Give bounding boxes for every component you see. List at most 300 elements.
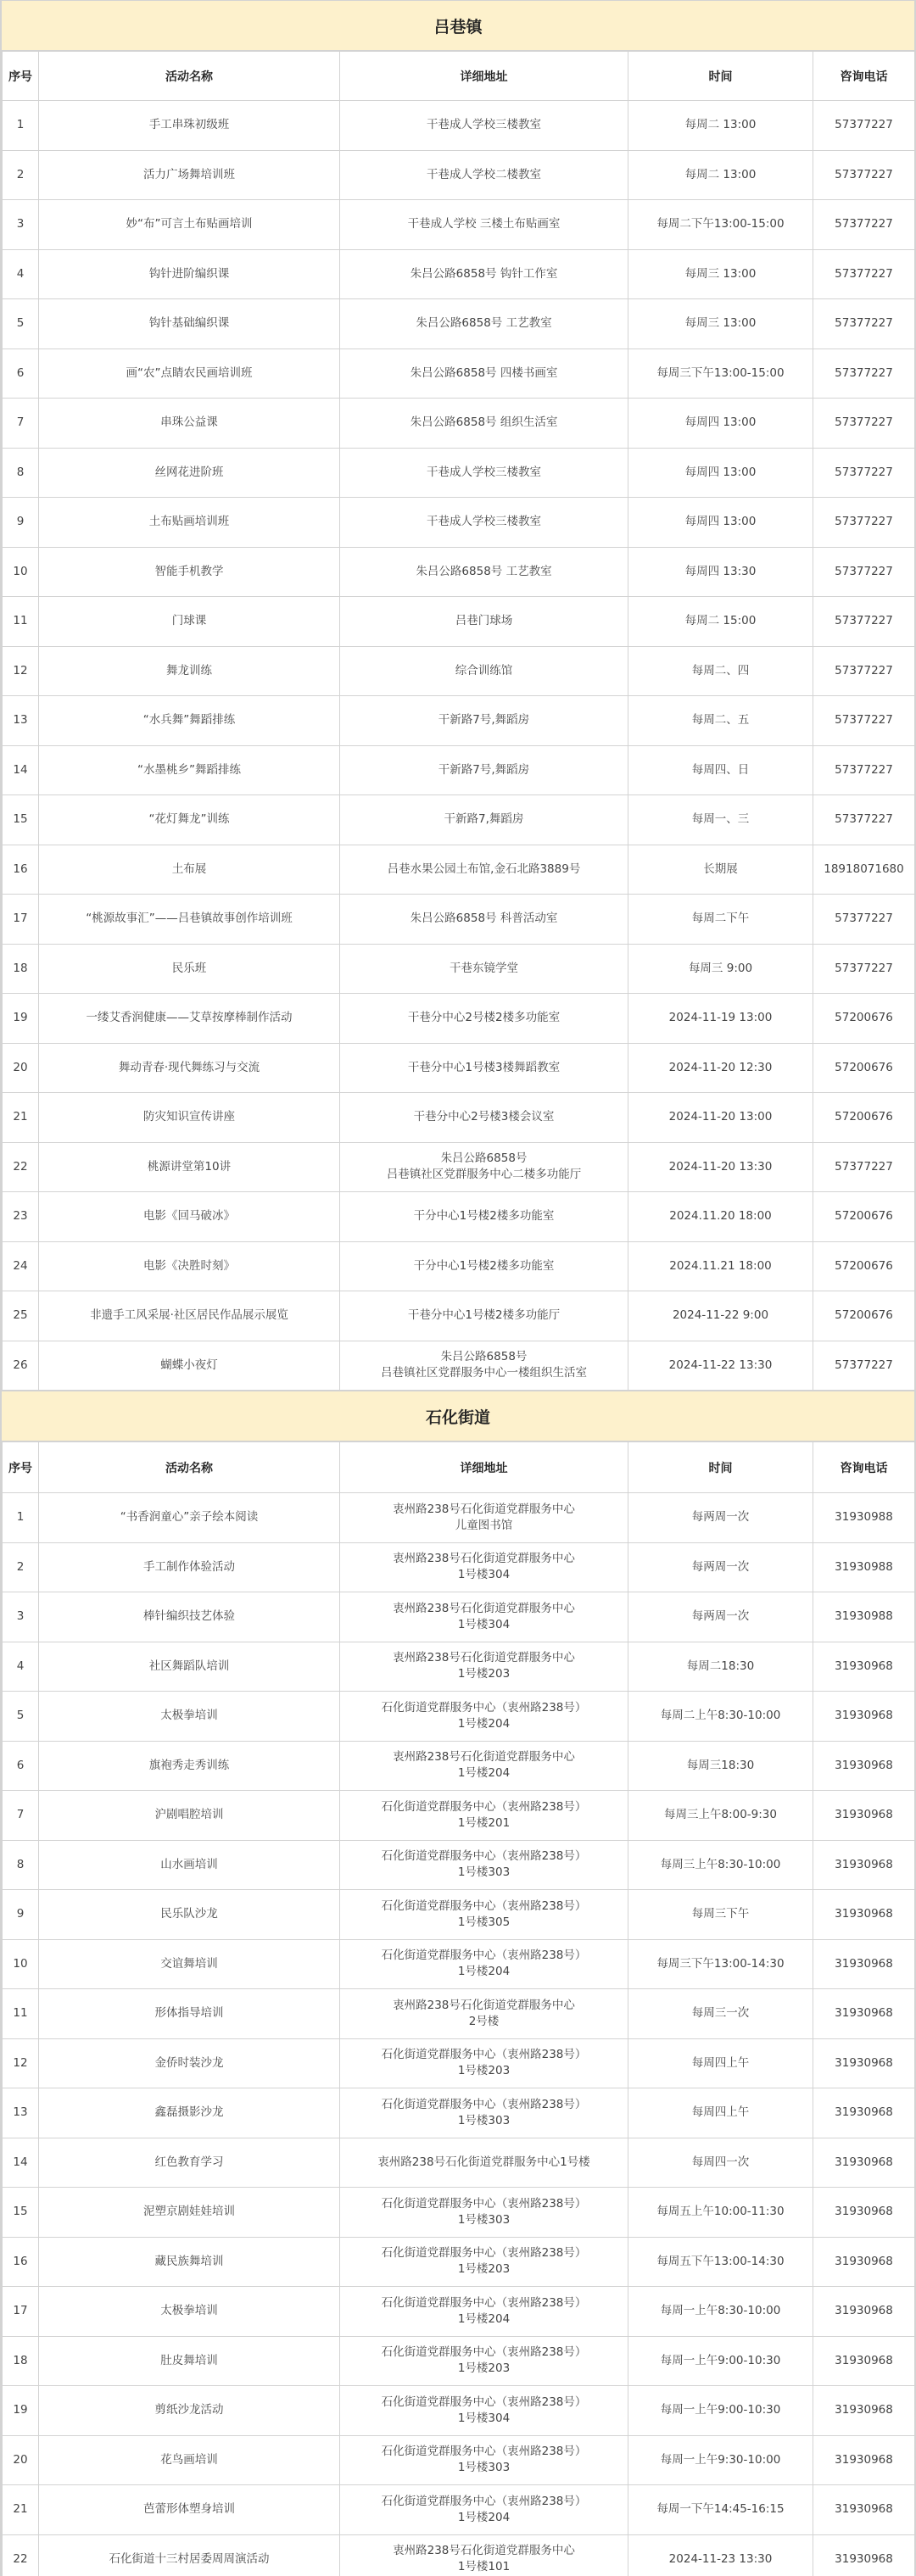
- address-cell: 衷州路238号石化街道党群服务中心 2号楼: [340, 1989, 628, 2039]
- address-cell: 朱吕公路6858号 工艺教室: [340, 547, 628, 597]
- phone-cell: 57377227: [813, 448, 915, 498]
- table-row: [3, 348, 915, 399]
- address-cell: 朱吕公路6858号 组织生活室: [340, 399, 628, 449]
- time-cell: 每周一、三: [628, 795, 813, 845]
- time-cell: 每周二 15:00: [628, 597, 813, 647]
- activity-name-cell: 门球课: [39, 597, 340, 647]
- time-cell: 2024-11-23 13:30: [628, 2534, 813, 2576]
- index-cell: 17: [3, 895, 39, 945]
- activity-name-cell: 非遗手工风采展·社区居民作品展示展览: [39, 1291, 340, 1341]
- table-row: [3, 795, 915, 845]
- index-cell: 18: [3, 2336, 39, 2386]
- activity-name-cell: 交谊舞培训: [39, 1939, 340, 1989]
- phone-cell: 31930968: [813, 2435, 915, 2485]
- phone-cell: 31930968: [813, 2534, 915, 2576]
- table-row: [3, 1093, 915, 1143]
- activity-name-cell: 智能手机教学: [39, 547, 340, 597]
- time-cell: 每周二 13:00: [628, 101, 813, 151]
- table-row: [3, 299, 915, 349]
- activity-name-cell: 妙“布”可言土布贴画培训: [39, 200, 340, 250]
- activity-name-cell: 剪纸沙龙活动: [39, 2386, 340, 2436]
- table-row: [3, 101, 915, 151]
- activity-name-cell: 电影《回马破冰》: [39, 1192, 340, 1242]
- address-cell: 干巷东镜学堂: [340, 944, 628, 994]
- time-cell: 2024-11-22 9:00: [628, 1291, 813, 1341]
- index-cell: 16: [3, 2237, 39, 2287]
- activity-name-cell: 旗袍秀走秀训练: [39, 1741, 340, 1791]
- address-cell: 朱吕公路6858号 吕巷镇社区党群服务中心二楼多功能厅: [340, 1142, 628, 1192]
- table-row: [3, 1341, 915, 1391]
- time-cell: 2024-11-20 12:30: [628, 1043, 813, 1093]
- phone-cell: 31930968: [813, 2138, 915, 2188]
- index-cell: 10: [3, 1939, 39, 1989]
- time-cell: 每周一上午9:30-10:00: [628, 2435, 813, 2485]
- index-cell: 21: [3, 1093, 39, 1143]
- time-cell: 每周一上午9:00-10:30: [628, 2336, 813, 2386]
- table-header-row: [3, 52, 915, 101]
- time-cell: 每周四一次: [628, 2138, 813, 2188]
- table-row: [3, 1142, 915, 1192]
- time-cell: 每周四 13:00: [628, 448, 813, 498]
- address-cell: 朱吕公路6858号 吕巷镇社区党群服务中心一楼组织生活室: [340, 1341, 628, 1391]
- index-cell: 3: [3, 1592, 39, 1642]
- table-row: [3, 2336, 915, 2386]
- phone-cell: 31930968: [813, 2336, 915, 2386]
- activity-name-cell: 舞龙训练: [39, 646, 340, 696]
- index-cell: 16: [3, 845, 39, 895]
- index-cell: 14: [3, 2138, 39, 2188]
- table-row: [3, 498, 915, 548]
- table-row: [3, 1791, 915, 1841]
- index-cell: 23: [3, 1192, 39, 1242]
- sections-container: [2, 0, 914, 2576]
- table-row: [3, 2435, 915, 2485]
- index-cell: 13: [3, 2088, 39, 2138]
- index-cell: 25: [3, 1291, 39, 1341]
- time-cell: 每周四上午: [628, 2088, 813, 2138]
- activity-name-cell: “书香润童心”亲子绘本阅读: [39, 1493, 340, 1543]
- time-header: 时间: [628, 52, 813, 101]
- table-row: [3, 2038, 915, 2088]
- index-cell: 1: [3, 101, 39, 151]
- address-cell: 朱吕公路6858号 科普活动室: [340, 895, 628, 945]
- table-row: [3, 1692, 915, 1742]
- activity-name-cell: “桃源故事汇”——吕巷镇故事创作培训班: [39, 895, 340, 945]
- address-header: 详细地址: [340, 1442, 628, 1493]
- phone-cell: 31930988: [813, 1592, 915, 1642]
- table-row: [3, 2534, 915, 2576]
- activity-name-cell: 金侨时装沙龙: [39, 2038, 340, 2088]
- address-cell: 朱吕公路6858号 钩针工作室: [340, 249, 628, 299]
- phone-cell: 57377227: [813, 895, 915, 945]
- address-cell: 干巷成人学校三楼教室: [340, 448, 628, 498]
- phone-cell: 57377227: [813, 399, 915, 449]
- address-cell: 朱吕公路6858号 工艺教室: [340, 299, 628, 349]
- table-row: [3, 2386, 915, 2436]
- activity-name-cell: 民乐队沙龙: [39, 1890, 340, 1940]
- activity-name-cell: “水墨桃乡”舞蹈排练: [39, 745, 340, 795]
- table-row: [3, 547, 915, 597]
- phone-cell: 31930968: [813, 1840, 915, 1890]
- table-header-row: [3, 1442, 915, 1493]
- address-cell: 衷州路238号石化街道党群服务中心 1号楼304: [340, 1542, 628, 1592]
- address-cell: 干巷分中心1号楼2楼多功能厅: [340, 1291, 628, 1341]
- table-row: [3, 448, 915, 498]
- phone-header: 咨询电话: [813, 1442, 915, 1493]
- index-cell: 11: [3, 1989, 39, 2039]
- address-cell: 衷州路238号石化街道党群服务中心 1号楼101: [340, 2534, 628, 2576]
- activity-name-cell: 手工制作体验活动: [39, 1542, 340, 1592]
- phone-cell: 31930968: [813, 2188, 915, 2238]
- table-row: [3, 994, 915, 1044]
- time-cell: 每周四 13:30: [628, 547, 813, 597]
- phone-cell: 57377227: [813, 944, 915, 994]
- phone-cell: 57200676: [813, 1241, 915, 1291]
- phone-cell: 31930968: [813, 1692, 915, 1742]
- phone-cell: 31930968: [813, 2287, 915, 2337]
- time-cell: 每两周一次: [628, 1493, 813, 1543]
- phone-cell: 31930988: [813, 1542, 915, 1592]
- activity-name-cell: “水兵舞”舞蹈排练: [39, 696, 340, 746]
- time-cell: 每周五上午10:00-11:30: [628, 2188, 813, 2238]
- phone-cell: 31930968: [813, 1791, 915, 1841]
- phone-cell: 57377227: [813, 249, 915, 299]
- address-cell: 石化街道党群服务中心（衷州路238号） 1号楼204: [340, 1939, 628, 1989]
- activity-name-cell: 一缕艾香润健康——艾草按摩棒制作活动: [39, 994, 340, 1044]
- time-cell: 每周一上午9:00-10:30: [628, 2386, 813, 2436]
- index-cell: 10: [3, 547, 39, 597]
- index-cell: 24: [3, 1241, 39, 1291]
- address-cell: 干巷分中心2号楼2楼多功能室: [340, 994, 628, 1044]
- address-cell: 石化街道党群服务中心（衷州路238号） 1号楼203: [340, 2336, 628, 2386]
- index-cell: 1: [3, 1493, 39, 1543]
- phone-cell: 31930968: [813, 1642, 915, 1692]
- section-1: [2, 0, 914, 1391]
- index-cell: 19: [3, 2386, 39, 2436]
- index-cell: 20: [3, 1043, 39, 1093]
- index-cell: 6: [3, 348, 39, 399]
- address-cell: 朱吕公路6858号 四楼书画室: [340, 348, 628, 399]
- address-cell: 衷州路238号石化街道党群服务中心 儿童图书馆: [340, 1493, 628, 1543]
- phone-cell: 57377227: [813, 200, 915, 250]
- time-cell: 长期展: [628, 845, 813, 895]
- address-cell: 干巷成人学校三楼教室: [340, 101, 628, 151]
- activity-name-cell: 沪剧唱腔培训: [39, 1791, 340, 1841]
- activity-name-cell: 肚皮舞培训: [39, 2336, 340, 2386]
- activity-name-cell: 土布展: [39, 845, 340, 895]
- time-cell: 每周三18:30: [628, 1741, 813, 1791]
- index-cell: 8: [3, 448, 39, 498]
- address-cell: 衷州路238号石化街道党群服务中心1号楼: [340, 2138, 628, 2188]
- table-row: [3, 399, 915, 449]
- table-row: [3, 1542, 915, 1592]
- address-cell: 石化街道党群服务中心（衷州路238号） 1号楼304: [340, 2386, 628, 2436]
- address-cell: 石化街道党群服务中心（衷州路238号） 1号楼303: [340, 1840, 628, 1890]
- activity-name-cell: 社区舞蹈队培训: [39, 1642, 340, 1692]
- table-row: [3, 1642, 915, 1692]
- phone-cell: 57200676: [813, 1093, 915, 1143]
- table-row: [3, 2138, 915, 2188]
- phone-cell: 57377227: [813, 299, 915, 349]
- activity-name-cell: 土布贴画培训班: [39, 498, 340, 548]
- address-cell: 衷州路238号石化街道党群服务中心 1号楼203: [340, 1642, 628, 1692]
- index-cell: 9: [3, 1890, 39, 1940]
- index-cell: 19: [3, 994, 39, 1044]
- time-cell: 2024-11-20 13:00: [628, 1093, 813, 1143]
- index-cell: 21: [3, 2485, 39, 2535]
- activity-name-cell: 泥塑京剧娃娃培训: [39, 2188, 340, 2238]
- index-cell: 12: [3, 2038, 39, 2088]
- index-cell: 2: [3, 1542, 39, 1592]
- activity-name-cell: 画“农”点睛农民画培训班: [39, 348, 340, 399]
- activity-name-cell: 山水画培训: [39, 1840, 340, 1890]
- address-cell: 石化街道党群服务中心（衷州路238号） 1号楼201: [340, 1791, 628, 1841]
- time-cell: 每周三 13:00: [628, 299, 813, 349]
- phone-cell: 31930968: [813, 1890, 915, 1940]
- index-cell: 15: [3, 2188, 39, 2238]
- index-cell: 11: [3, 597, 39, 647]
- time-cell: 每周二、四: [628, 646, 813, 696]
- address-cell: 石化街道党群服务中心（衷州路238号） 1号楼305: [340, 1890, 628, 1940]
- time-cell: 每周四 13:00: [628, 399, 813, 449]
- address-cell: 石化街道党群服务中心（衷州路238号） 1号楼303: [340, 2188, 628, 2238]
- address-cell: 石化街道党群服务中心（衷州路238号） 1号楼203: [340, 2237, 628, 2287]
- time-cell: 每周三 13:00: [628, 249, 813, 299]
- table-row: [3, 1192, 915, 1242]
- time-cell: 每周二18:30: [628, 1642, 813, 1692]
- table-row: [3, 150, 915, 200]
- address-cell: 石化街道党群服务中心（衷州路238号） 1号楼303: [340, 2088, 628, 2138]
- phone-cell: 31930988: [813, 1493, 915, 1543]
- address-cell: 综合训练馆: [340, 646, 628, 696]
- index-cell: 17: [3, 2287, 39, 2337]
- activity-name-cell: 电影《决胜时刻》: [39, 1241, 340, 1291]
- time-cell: 2024-11-20 13:30: [628, 1142, 813, 1192]
- time-cell: 每周三 9:00: [628, 944, 813, 994]
- section-title: 石化街道: [2, 1391, 914, 1441]
- index-cell: 13: [3, 696, 39, 746]
- time-cell: 2024-11-22 13:30: [628, 1341, 813, 1391]
- phone-cell: 57377227: [813, 646, 915, 696]
- time-cell: 2024.11.20 18:00: [628, 1192, 813, 1242]
- time-cell: 2024-11-19 13:00: [628, 994, 813, 1044]
- activity-name-cell: 丝网花进阶班: [39, 448, 340, 498]
- address-cell: 干分中心1号楼2楼多功能室: [340, 1192, 628, 1242]
- time-cell: 每周二下午: [628, 895, 813, 945]
- index-cell: 20: [3, 2435, 39, 2485]
- index-cell: 22: [3, 2534, 39, 2576]
- phone-cell: 31930968: [813, 1989, 915, 2039]
- activity-name-cell: 蝴蝶小夜灯: [39, 1341, 340, 1391]
- table-row: [3, 2088, 915, 2138]
- time-cell: 每周三上午8:00-9:30: [628, 1791, 813, 1841]
- table-row: [3, 1493, 915, 1543]
- address-cell: 干巷成人学校 三楼土布贴画室: [340, 200, 628, 250]
- phone-cell: 57377227: [813, 150, 915, 200]
- time-cell: 每周四上午: [628, 2038, 813, 2088]
- activity-name-cell: 形体指导培训: [39, 1989, 340, 2039]
- activity-name-cell: 太极拳培训: [39, 1692, 340, 1742]
- address-cell: 干巷分中心1号楼3楼舞蹈教室: [340, 1043, 628, 1093]
- index-cell: 12: [3, 646, 39, 696]
- time-cell: 每周四、日: [628, 745, 813, 795]
- time-cell: 每周一下午14:45-16:15: [628, 2485, 813, 2535]
- time-cell: 2024.11.21 18:00: [628, 1241, 813, 1291]
- index-cell: 3: [3, 200, 39, 250]
- time-cell: 每周二、五: [628, 696, 813, 746]
- table-row: [3, 1043, 915, 1093]
- section-title: 吕巷镇: [2, 0, 914, 51]
- address-cell: 衷州路238号石化街道党群服务中心 1号楼304: [340, 1592, 628, 1642]
- time-cell: 每周二 13:00: [628, 150, 813, 200]
- index-cell: 15: [3, 795, 39, 845]
- table-row: [3, 646, 915, 696]
- address-cell: 石化街道党群服务中心（衷州路238号） 1号楼204: [340, 2287, 628, 2337]
- activity-name-cell: 太极拳培训: [39, 2287, 340, 2337]
- table-row: [3, 1741, 915, 1791]
- time-cell: 每周三下午13:00-14:30: [628, 1939, 813, 1989]
- phone-cell: 31930968: [813, 2237, 915, 2287]
- phone-cell: 57377227: [813, 696, 915, 746]
- address-cell: 干新路7,舞蹈房: [340, 795, 628, 845]
- activity-name-header: 活动名称: [39, 1442, 340, 1493]
- time-cell: 每周二下午13:00-15:00: [628, 200, 813, 250]
- address-cell: 干分中心1号楼2楼多功能室: [340, 1241, 628, 1291]
- table-row: [3, 1989, 915, 2039]
- address-cell: 石化街道党群服务中心（衷州路238号） 1号楼204: [340, 1692, 628, 1742]
- table-row: [3, 1939, 915, 1989]
- time-cell: 每周三下午13:00-15:00: [628, 348, 813, 399]
- section-2: [2, 1391, 914, 2576]
- table-row: [3, 1241, 915, 1291]
- table-row: [3, 1291, 915, 1341]
- table-row: [3, 696, 915, 746]
- time-cell: 每周四 13:00: [628, 498, 813, 548]
- phone-cell: 57377227: [813, 348, 915, 399]
- index-cell: 6: [3, 1741, 39, 1791]
- activity-name-cell: 舞动青春·现代舞练习与交流: [39, 1043, 340, 1093]
- time-cell: 每周一上午8:30-10:00: [628, 2287, 813, 2337]
- table-row: [3, 249, 915, 299]
- activity-name-cell: 手工串珠初级班: [39, 101, 340, 151]
- table-row: [3, 597, 915, 647]
- address-cell: 干新路7号,舞蹈房: [340, 745, 628, 795]
- activity-name-cell: 活力广场舞培训班: [39, 150, 340, 200]
- phone-cell: 57377227: [813, 1341, 915, 1391]
- phone-cell: 18918071680: [813, 845, 915, 895]
- table-row: [3, 895, 915, 945]
- phone-cell: 31930968: [813, 2386, 915, 2436]
- table-row: [3, 745, 915, 795]
- phone-cell: 31930968: [813, 2485, 915, 2535]
- index-header: 序号: [3, 1442, 39, 1493]
- table-row: [3, 2237, 915, 2287]
- activity-name-cell: 防灾知识宣传讲座: [39, 1093, 340, 1143]
- time-cell: 每周二上午8:30-10:00: [628, 1692, 813, 1742]
- time-cell: 每两周一次: [628, 1542, 813, 1592]
- index-cell: 14: [3, 745, 39, 795]
- index-cell: 5: [3, 299, 39, 349]
- index-cell: 22: [3, 1142, 39, 1192]
- table-row: [3, 200, 915, 250]
- table-row: [3, 845, 915, 895]
- index-cell: 26: [3, 1341, 39, 1391]
- table-row: [3, 1890, 915, 1940]
- address-cell: 石化街道党群服务中心（衷州路238号） 1号楼204: [340, 2485, 628, 2535]
- phone-cell: 57377227: [813, 597, 915, 647]
- activity-name-header: 活动名称: [39, 52, 340, 101]
- address-cell: 干新路7号,舞蹈房: [340, 696, 628, 746]
- activity-table: [2, 1441, 915, 2576]
- activity-name-cell: 花鸟画培训: [39, 2435, 340, 2485]
- activity-name-cell: 红色教育学习: [39, 2138, 340, 2188]
- activity-name-cell: 鑫磊摄影沙龙: [39, 2088, 340, 2138]
- index-cell: 7: [3, 399, 39, 449]
- phone-cell: 57377227: [813, 795, 915, 845]
- table-row: [3, 2485, 915, 2535]
- activity-name-cell: 民乐班: [39, 944, 340, 994]
- time-cell: 每两周一次: [628, 1592, 813, 1642]
- index-cell: 18: [3, 944, 39, 994]
- activity-name-cell: 芭蕾形体塑身培训: [39, 2485, 340, 2535]
- index-cell: 9: [3, 498, 39, 548]
- address-cell: 石化街道党群服务中心（衷州路238号） 1号楼203: [340, 2038, 628, 2088]
- phone-cell: 57200676: [813, 1291, 915, 1341]
- address-cell: 干巷分中心2号楼3楼会议室: [340, 1093, 628, 1143]
- index-cell: 4: [3, 1642, 39, 1692]
- time-cell: 每周五下午13:00-14:30: [628, 2237, 813, 2287]
- phone-cell: 31930968: [813, 2038, 915, 2088]
- time-header: 时间: [628, 1442, 813, 1493]
- table-row: [3, 2287, 915, 2337]
- phone-cell: 31930968: [813, 2088, 915, 2138]
- phone-header: 咨询电话: [813, 52, 915, 101]
- address-cell: 石化街道党群服务中心（衷州路238号） 1号楼303: [340, 2435, 628, 2485]
- phone-cell: 31930968: [813, 1939, 915, 1989]
- table-row: [3, 944, 915, 994]
- activity-name-cell: “花灯舞龙”训练: [39, 795, 340, 845]
- index-cell: 2: [3, 150, 39, 200]
- phone-cell: 57377227: [813, 101, 915, 151]
- phone-cell: 57200676: [813, 994, 915, 1044]
- table-row: [3, 1840, 915, 1890]
- activity-name-cell: 桃源讲堂第10讲: [39, 1142, 340, 1192]
- index-cell: 8: [3, 1840, 39, 1890]
- address-cell: 干巷成人学校三楼教室: [340, 498, 628, 548]
- activity-name-cell: 钩针进阶编织课: [39, 249, 340, 299]
- index-cell: 4: [3, 249, 39, 299]
- phone-cell: 57377227: [813, 1142, 915, 1192]
- activity-name-cell: 藏民族舞培训: [39, 2237, 340, 2287]
- phone-cell: 57200676: [813, 1043, 915, 1093]
- time-cell: 每周三上午8:30-10:00: [628, 1840, 813, 1890]
- table-row: [3, 1592, 915, 1642]
- address-cell: 吕巷门球场: [340, 597, 628, 647]
- address-header: 详细地址: [340, 52, 628, 101]
- index-header: 序号: [3, 52, 39, 101]
- phone-cell: 57377227: [813, 547, 915, 597]
- address-cell: 干巷成人学校二楼教室: [340, 150, 628, 200]
- phone-cell: 31930968: [813, 1741, 915, 1791]
- address-cell: 吕巷水果公园土布馆,金石北路3889号: [340, 845, 628, 895]
- phone-cell: 57377227: [813, 745, 915, 795]
- table-row: [3, 2188, 915, 2238]
- phone-cell: 57200676: [813, 1192, 915, 1242]
- time-cell: 每周三一次: [628, 1989, 813, 2039]
- activity-name-cell: 石化街道十三村居委周周演活动: [39, 2534, 340, 2576]
- activity-name-cell: 钩针基础编织课: [39, 299, 340, 349]
- phone-cell: 57377227: [813, 498, 915, 548]
